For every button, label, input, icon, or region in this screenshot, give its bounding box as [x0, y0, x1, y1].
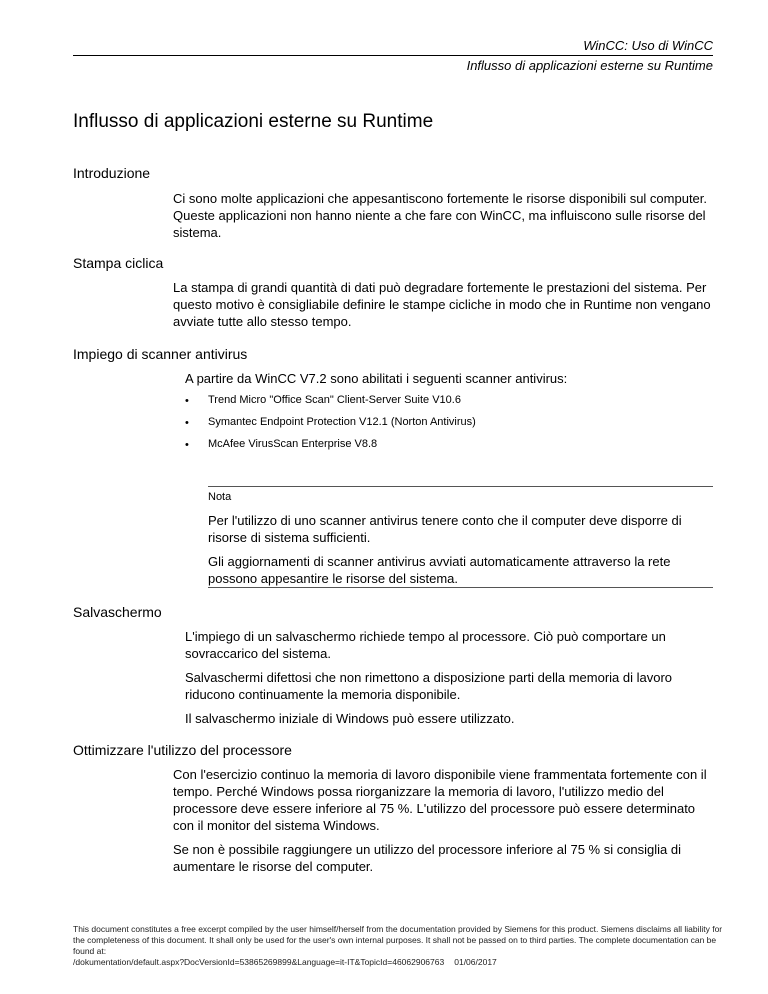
footer-documentation-path: /dokumentation/default.aspx?DocVersionId=53865269899&Language=it-IT&TopicId=46062906763	[73, 957, 445, 967]
heading-antivirus	[73, 345, 247, 364]
antivirus-intro: A partire da WinCC V7.2 sono abilitati i seguenti scanner antivirus:	[185, 371, 568, 386]
note-bottom-rule	[208, 587, 713, 588]
heading-ottimizzare-processore	[73, 741, 292, 760]
footer-disclaimer: This document constitutes a free excerpt compiled by the user himself/herself from the documentation provided by Siemens for this product. Siemens disclaims all liability for the completeness of this document. It shall only be used for the user's own internal purposes. It shall not be passed on to third parties. The complete documentation can be found at:	[73, 924, 723, 956]
heading-ottimizzare-processore-text: Ottimizzare l'utilizzo del processore	[73, 742, 292, 758]
heading-salvaschermo-text: Salvaschermo	[73, 604, 162, 620]
heading-stampa-ciclica-text: Stampa ciclica	[73, 255, 164, 271]
screensaver-paragraph-3: Il salvaschermo iniziale di Windows può essere utilizzato.	[185, 711, 515, 726]
list-item-text: McAfee VirusScan Enterprise V8.8	[208, 438, 378, 450]
list-item-text: Symantec Endpoint Protection V12.1 (Norton Antivirus)	[208, 416, 476, 428]
heading-antivirus-text: Impiego di scanner antivirus	[73, 346, 248, 362]
bullet-icon: •	[185, 395, 189, 407]
heading-introduzione-text: Introduzione	[73, 165, 151, 181]
antivirus-list	[185, 393, 705, 459]
running-header-manual: WinCC: Uso di WinCC	[583, 38, 713, 53]
screensaver-paragraph-2: Salvaschermi difettosi che non rimettono a disposizione parti della memoria di lavoro riducono continuamente la memoria disponibile.	[185, 670, 673, 702]
running-header-topic: Influsso di applicazioni esterne su Runtime	[466, 58, 713, 73]
bullet-icon: •	[185, 439, 189, 451]
cpu-paragraph-2: Se non è possibile raggiungere un utilizzo del processore inferiore al 75 % si consiglia di aumentare le risorse del computer.	[173, 842, 682, 874]
footer	[73, 924, 723, 968]
list-item-text: Trend Micro "Office Scan" Client-Server Suite V10.6	[208, 394, 461, 406]
print-paragraph: La stampa di grandi quantità di dati può degradare fortemente le prestazioni del sistema. Per questo motivo è consigliabile definire le stampe cicliche in modo che in Runtime non vengano avviate tutte allo stesso tempo.	[173, 280, 711, 329]
list-item	[185, 437, 705, 451]
heading-salvaschermo	[73, 603, 162, 622]
bullet-icon: •	[185, 417, 189, 429]
note-label: Nota	[208, 491, 232, 503]
list-item	[185, 393, 705, 407]
cpu-paragraph-1: Con l'esercizio continuo la memoria di lavoro disponibile viene frammentata fortemente con il tempo. Perché Windows possa riorganizzare la memoria di lavoro, l'utilizzo medio del processore deve essere inferiore al 75 %. L'utilizzo del processore può essere determinato con il monitor del sistema Windows.	[173, 767, 707, 833]
note-paragraph-1: Per l'utilizzo di uno scanner antivirus tenere conto che il computer deve disporre di risorse di sistema sufficienti.	[208, 513, 682, 545]
footer-source-line	[73, 957, 723, 968]
footer-date: 01/06/2017	[454, 957, 497, 967]
page-title: Influsso di applicazioni esterne su Runtime	[73, 111, 434, 132]
heading-stampa-ciclica	[73, 254, 163, 273]
note-paragraph-2: Gli aggiornamenti di scanner antivirus avviati automaticamente attraverso la rete possono appesantire le risorse del sistema.	[208, 554, 671, 586]
intro-paragraph: Ci sono molte applicazioni che appesantiscono fortemente le risorse disponibili sul computer. Queste applicazioni non hanno niente a che fare con WinCC, ma influiscono sulle risorse del sistema.	[173, 191, 708, 240]
heading-introduzione	[73, 164, 150, 183]
note-top-rule	[208, 486, 713, 487]
screensaver-paragraph-1: L'impiego di un salvaschermo richiede tempo al processore. Ciò può comportare un sovraccarico del sistema.	[185, 629, 666, 661]
header-rule	[73, 55, 713, 56]
list-item	[185, 415, 705, 429]
